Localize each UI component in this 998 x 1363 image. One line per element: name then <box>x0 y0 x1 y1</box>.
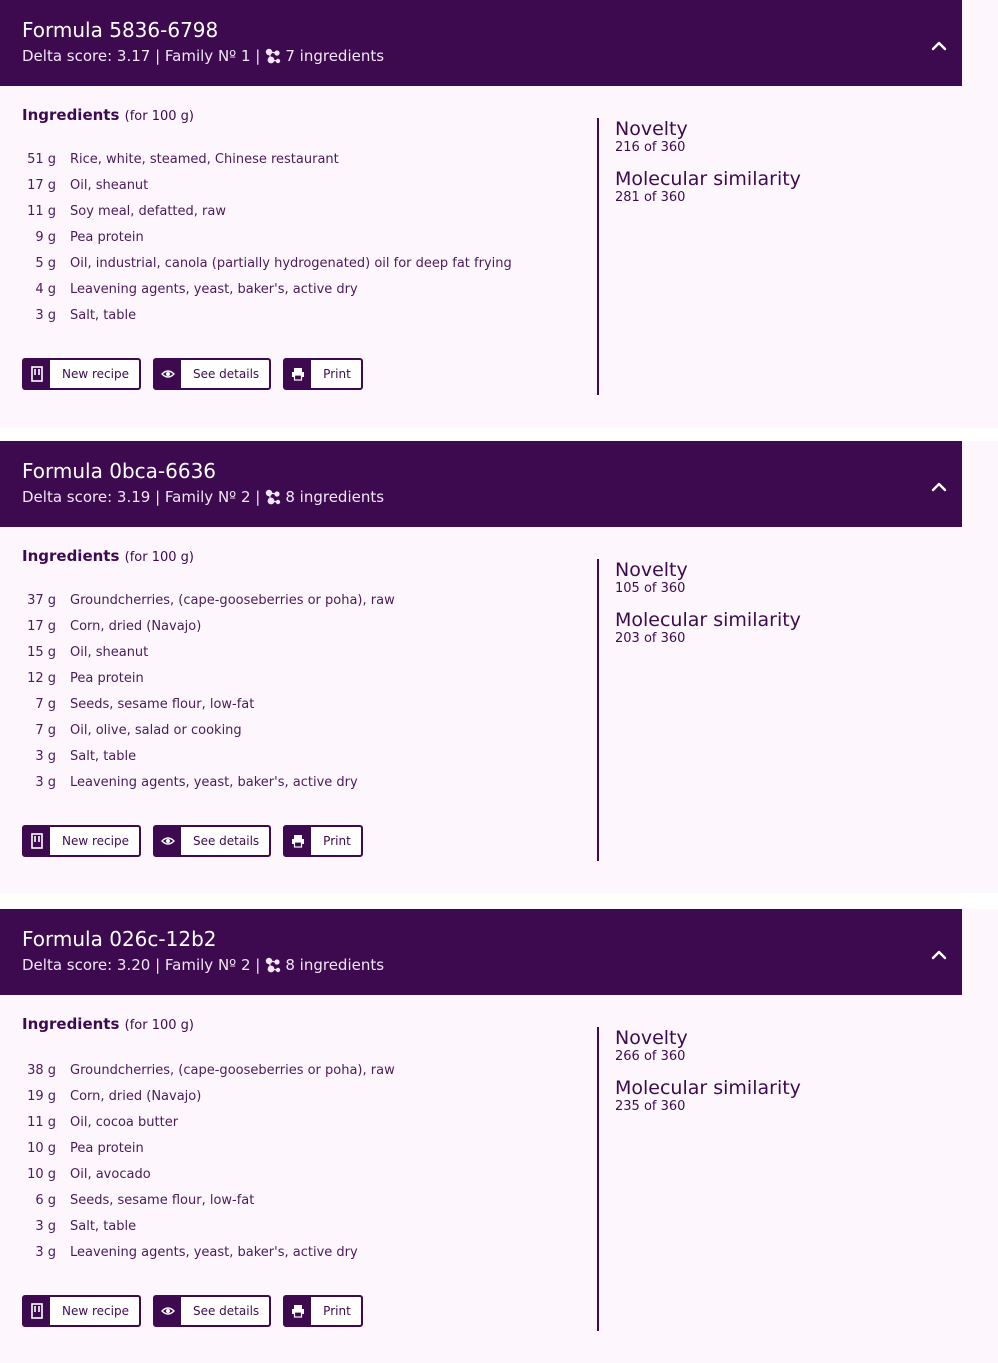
formula-title: Formula 0bca-6636 <box>22 459 217 483</box>
ingredient-name: Oil, industrial, canola (partially hydrogenated) oil for deep fat frying <box>70 255 512 271</box>
new-recipe-button[interactable] <box>22 358 141 390</box>
similarity-value: 235 of 360 <box>615 1099 686 1114</box>
ingredient-name: Oil, avocado <box>70 1166 151 1182</box>
header-tail <box>962 441 998 527</box>
ingredient-quantity: 7 g <box>35 722 56 738</box>
formula-card-header[interactable] <box>0 441 962 527</box>
ingredient-name: Leavening agents, yeast, baker's, active dry <box>70 1244 358 1260</box>
formula-subtitle <box>22 486 940 508</box>
ingredient-quantity: 9 g <box>35 229 56 245</box>
ingredient-quantity: 10 g <box>27 1166 56 1182</box>
chevron-up-icon <box>931 477 947 496</box>
header-tail <box>962 909 998 995</box>
similarity-value: 203 of 360 <box>615 631 686 646</box>
novelty-value: 105 of 360 <box>615 581 686 596</box>
ingredient-quantity: 37 g <box>27 592 56 608</box>
printer-icon <box>285 827 311 855</box>
see-details-button-label: See details <box>192 1304 260 1318</box>
formula-subtitle <box>22 954 940 976</box>
formula-ingredient-count: 8 ingredients <box>285 488 385 506</box>
molecule-icon <box>264 488 282 506</box>
print-button-label: Print <box>323 834 351 848</box>
see-details-button[interactable] <box>153 358 271 390</box>
similarity-label: Molecular similarity <box>615 609 801 631</box>
recipe-book-icon <box>24 1297 50 1325</box>
ingredient-quantity: 3 g <box>35 1244 56 1260</box>
ingredient-name: Salt, table <box>70 307 137 323</box>
novelty-value: 266 of 360 <box>615 1049 686 1064</box>
formula-title: Formula 5836-6798 <box>22 18 219 42</box>
ingredient-name: Salt, table <box>70 748 137 764</box>
molecule-icon <box>264 956 282 974</box>
ingredient-quantity: 3 g <box>35 1218 56 1234</box>
ingredients-heading: Ingredients (for 100 g) <box>22 1015 194 1033</box>
ingredient-name: Corn, dried (Navajo) <box>70 618 202 634</box>
formula-ingredient-count: 8 ingredients <box>285 956 385 974</box>
novelty-value: 216 of 360 <box>615 140 686 155</box>
ingredient-quantity: 3 g <box>35 774 56 790</box>
print-button[interactable] <box>283 825 363 857</box>
new-recipe-button-label: New recipe <box>62 1304 129 1318</box>
eye-icon <box>155 827 181 855</box>
formula-metrics <box>597 118 957 395</box>
ingredient-name: Soy meal, defatted, raw <box>70 203 226 219</box>
novelty-metric <box>615 559 957 597</box>
formula-card <box>0 909 998 1363</box>
ingredient-name: Leavening agents, yeast, baker's, active dry <box>70 774 358 790</box>
ingredient-name: Seeds, sesame flour, low-fat <box>70 696 255 712</box>
formula-card <box>0 441 998 893</box>
novelty-metric <box>615 118 957 156</box>
collapse-button[interactable] <box>928 943 950 965</box>
ingredient-quantity: 11 g <box>27 1114 56 1130</box>
ingredient-name: Pea protein <box>70 229 144 245</box>
ingredient-quantity: 7 g <box>35 696 56 712</box>
ingredient-name: Oil, cocoa butter <box>70 1114 179 1130</box>
formula-subtitle <box>22 45 940 67</box>
new-recipe-button[interactable] <box>22 825 141 857</box>
chevron-up-icon <box>931 36 947 55</box>
ingredient-name: Oil, sheanut <box>70 177 149 193</box>
ingredient-quantity: 12 g <box>27 670 56 686</box>
formula-score-family: Delta score: 3.17 | Family Nº 1 | <box>22 47 261 65</box>
eye-icon <box>155 360 181 388</box>
print-button-label: Print <box>323 367 351 381</box>
ingredient-name: Rice, white, steamed, Chinese restaurant <box>70 151 339 167</box>
ingredient-quantity: 15 g <box>27 644 56 660</box>
formula-score-family: Delta score: 3.20 | Family Nº 2 | <box>22 956 261 974</box>
chevron-up-icon <box>931 945 947 964</box>
formula-metrics <box>597 1027 957 1331</box>
molecule-icon <box>264 47 282 65</box>
formula-card-body <box>0 86 998 428</box>
ingredient-name: Pea protein <box>70 670 144 686</box>
new-recipe-button-label: New recipe <box>62 367 129 381</box>
ingredient-name: Oil, olive, salad or cooking <box>70 722 242 738</box>
ingredient-quantity: 4 g <box>35 281 56 297</box>
collapse-button[interactable] <box>928 475 950 497</box>
print-button[interactable] <box>283 358 363 390</box>
similarity-label: Molecular similarity <box>615 1077 801 1099</box>
ingredient-quantity: 17 g <box>27 618 56 634</box>
similarity-metric <box>615 609 957 647</box>
ingredient-quantity: 3 g <box>35 748 56 764</box>
formula-card-body <box>0 527 998 893</box>
formula-title: Formula 026c-12b2 <box>22 927 217 951</box>
header-tail <box>962 0 998 86</box>
ingredient-quantity: 3 g <box>35 307 56 323</box>
ingredient-quantity: 5 g <box>35 255 56 271</box>
ingredient-quantity: 51 g <box>27 151 56 167</box>
similarity-metric <box>615 1077 957 1115</box>
see-details-button-label: See details <box>192 367 260 381</box>
ingredient-quantity: 11 g <box>27 203 56 219</box>
ingredient-name: Pea protein <box>70 1140 144 1156</box>
ingredients-heading: Ingredients (for 100 g) <box>22 106 194 124</box>
ingredient-name: Groundcherries, (cape-gooseberries or poha), raw <box>70 592 395 608</box>
see-details-button-label: See details <box>192 834 260 848</box>
formula-card-header[interactable] <box>0 0 962 86</box>
ingredient-quantity: 19 g <box>27 1088 56 1104</box>
ingredient-name: Corn, dried (Navajo) <box>70 1088 202 1104</box>
see-details-button[interactable] <box>153 1295 271 1327</box>
see-details-button[interactable] <box>153 825 271 857</box>
similarity-value: 281 of 360 <box>615 190 686 205</box>
formula-metrics <box>597 559 957 861</box>
recipe-book-icon <box>24 360 50 388</box>
print-button[interactable] <box>283 1295 363 1327</box>
ingredient-quantity: 10 g <box>27 1140 56 1156</box>
ingredients-heading: Ingredients (for 100 g) <box>22 547 194 565</box>
ingredient-quantity: 17 g <box>27 177 56 193</box>
formula-score-family: Delta score: 3.19 | Family Nº 2 | <box>22 488 261 506</box>
formula-card <box>0 0 998 428</box>
ingredient-name: Groundcherries, (cape-gooseberries or poha), raw <box>70 1062 395 1078</box>
novelty-label: Novelty <box>615 118 688 140</box>
collapse-button[interactable] <box>928 34 950 56</box>
ingredient-name: Oil, sheanut <box>70 644 149 660</box>
similarity-label: Molecular similarity <box>615 168 801 190</box>
ingredient-quantity: 6 g <box>35 1192 56 1208</box>
ingredient-name: Seeds, sesame flour, low-fat <box>70 1192 255 1208</box>
printer-icon <box>285 1297 311 1325</box>
formula-card-body <box>0 995 998 1363</box>
print-button-label: Print <box>323 1304 351 1318</box>
ingredient-name: Leavening agents, yeast, baker's, active dry <box>70 281 358 297</box>
recipe-book-icon <box>24 827 50 855</box>
novelty-metric <box>615 1027 957 1065</box>
novelty-label: Novelty <box>615 559 688 581</box>
ingredient-quantity: 38 g <box>27 1062 56 1078</box>
new-recipe-button[interactable] <box>22 1295 141 1327</box>
similarity-metric <box>615 168 957 206</box>
formula-ingredient-count: 7 ingredients <box>285 47 385 65</box>
eye-icon <box>155 1297 181 1325</box>
novelty-label: Novelty <box>615 1027 688 1049</box>
new-recipe-button-label: New recipe <box>62 834 129 848</box>
ingredient-name: Salt, table <box>70 1218 137 1234</box>
formula-card-header[interactable] <box>0 909 962 995</box>
printer-icon <box>285 360 311 388</box>
